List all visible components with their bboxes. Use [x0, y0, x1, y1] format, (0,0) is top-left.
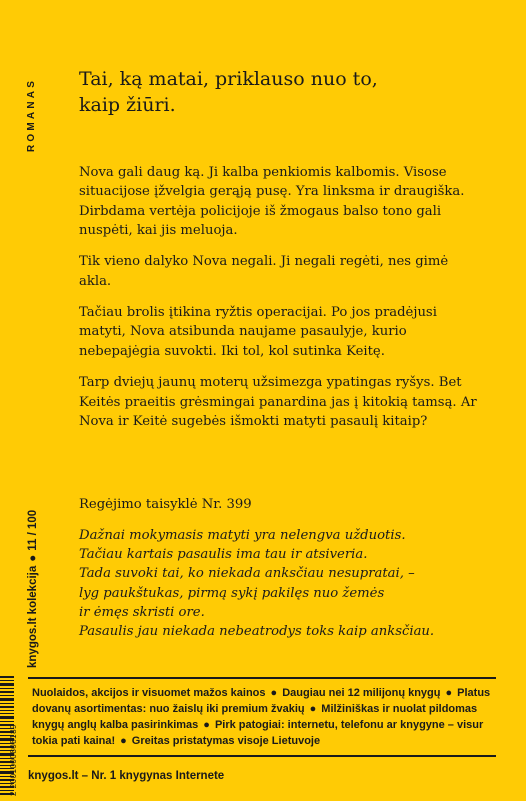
- ad-item: Milžiniškas ir nuolat pildomas knygų anglų kalba pasirinkimas: [32, 703, 478, 731]
- blurb-paragraph: Tarp dviejų jaunų moterų užsimezga ypatingas ryšys. Bet Keitės praeitis grėsmingai panardina jas į kitokią tamsą. Ar Nova ir Keitė sugebės išmokti matyti pasaulį kitaip?: [79, 375, 477, 429]
- rule-line: Tačiau kartais pasaulis ima tau ir atsiveria.: [79, 547, 368, 563]
- ad-item: Nuolaidos, akcijos ir visuomet mažos kainos: [32, 687, 266, 699]
- rule-line: Dažnai mokymasis matyti yra nelengva užduotis.: [79, 528, 406, 543]
- rule-line: ir ėmęs skristi ore.: [79, 604, 205, 620]
- bullet-icon: ●: [203, 719, 210, 731]
- tagline-line: Tai, ką matai, priklauso nuo to,: [79, 68, 378, 90]
- rule-line: Pasaulis jau niekada nebeatrodys toks kaip anksčiau.: [79, 624, 435, 640]
- bullet-icon: ●: [270, 687, 278, 699]
- rule-line: Tada suvoki tai, ko niekada anksčiau nesupratai, –: [79, 566, 415, 582]
- blurb-paragraph: Tačiau brolis įtikina ryžtis operacijai. Po jos pradėjusi matyti, Nova atsibunda naujame pasaulyje, kurio nebepajėgia suvokti. Iki tol, kol sutinka Keitę.: [79, 305, 437, 359]
- blurb-paragraph: Nova gali daug ką. Ji kalba penkiomis kalbomis. Visose situacijose įžvelgia gerąją pusę. Yra linksma ir draugiška. Dirbdama vertėja policijoje iš žmogaus balso tono gali nuspėti, kai jis meluoja.: [79, 165, 465, 238]
- ad-item: Greitas pristatymas visoje Lietuvoje: [131, 735, 321, 747]
- rule-line: lyg paukštukas, pirmą sykį pakilęs nuo žemės: [79, 585, 385, 601]
- genre-label: ROMANAS: [26, 77, 37, 152]
- tagline-line: kaip žiūri.: [79, 94, 176, 116]
- collection-number: 11 / 100: [27, 509, 39, 551]
- blurb: [79, 163, 479, 443]
- collection-label: [27, 510, 39, 668]
- collection-name: knygos.lt kolekcija: [27, 565, 39, 668]
- tagline: [79, 66, 479, 118]
- ad-item: Pirk patogiai: internetu, telefonu ar knygyne – visur tokia pati kaina!: [32, 719, 484, 747]
- bullet-icon: ●: [445, 687, 453, 699]
- bullet-icon: ●: [309, 703, 317, 715]
- rule-title: Regėjimo taisyklė Nr. 399: [79, 497, 252, 512]
- blurb-paragraph: Tik vieno dalyko Nova negali. Ji negali regėti, nes gimė akla.: [79, 254, 449, 289]
- bullet-icon: ●: [120, 735, 127, 747]
- advertisement-box: [28, 677, 496, 757]
- rule-text: [79, 526, 499, 641]
- bullet-icon: ●: [27, 554, 39, 562]
- footer-slogan: knygos.lt – Nr. 1 knygynas Internete: [28, 770, 225, 782]
- ad-item: Platus dovanų asortimentas: nuo žaislų iki premium žvakių: [32, 687, 491, 715]
- ad-item: Daugiau nei 12 milijonų knygų: [282, 687, 441, 699]
- barcode-number: 2 2001000808189: [9, 723, 18, 796]
